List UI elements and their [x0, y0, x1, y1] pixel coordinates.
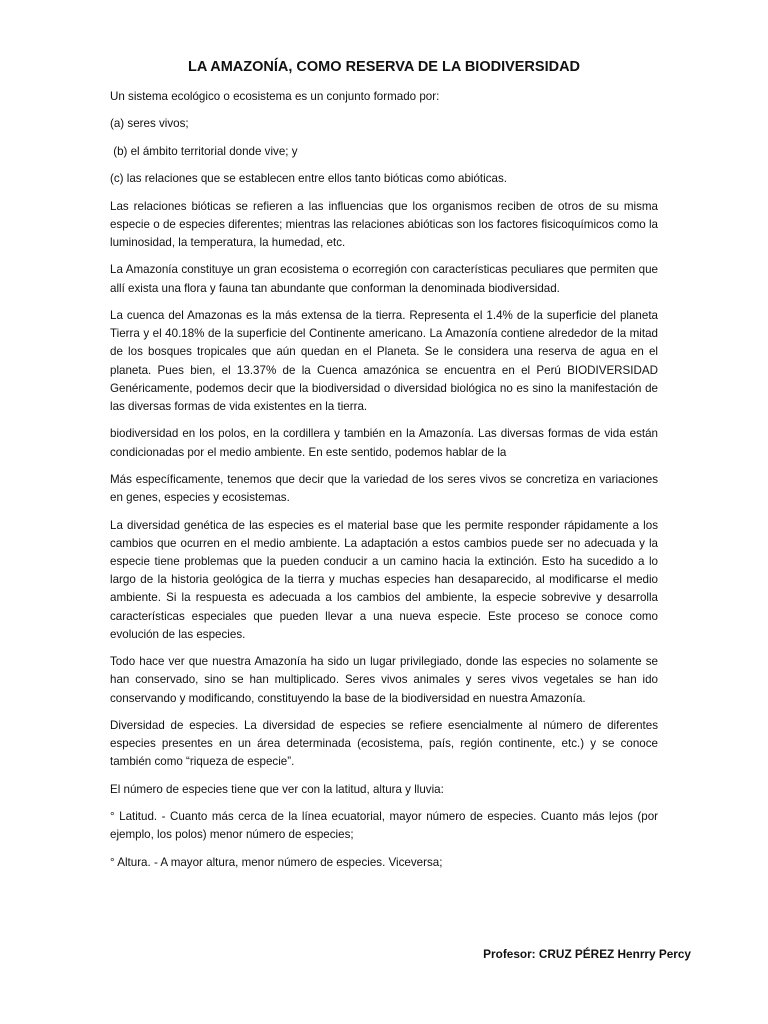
document-page [110, 58, 658, 881]
paragraph-numero-especies: El número de especies tiene que ver con la latitud, altura y lluvia: [110, 782, 444, 796]
document-title: LA AMAZONÍA, COMO RESERVA DE LA BIODIVERSIDAD [187, 59, 581, 75]
paragraph-diversidad-especies: Diversidad de especies. La diversidad de especies se refiere esencialmente al número de diferentes especies presentes en un área determinada (ecosistema, país, región continente, etc.) y se conoce también como “riqueza de especie”. [110, 718, 658, 769]
footer-author: Profesor: CRUZ PÉREZ Henrry Percy [483, 947, 691, 961]
list-item-c: (c) las relaciones que se establecen entre ellos tanto bióticas como abióticas. [110, 172, 507, 186]
list-item-a: (a) seres vivos; [110, 117, 189, 131]
paragraph-amazonia-privilegiado: Todo hace ver que nuestra Amazonía ha sido un lugar privilegiado, donde las especies no solamente se han conservado, sino se han multiplicado. Seres vivos animales y seres vivos vegetales se han ido conservando y modificando, constituyendo la base de la biodiversidad en nuestra Amazonía. [110, 655, 658, 705]
list-item-altura: ° Altura. - A mayor altura, menor número de especies. Viceversa; [110, 855, 443, 869]
paragraph-amazonia-ecosistema: La Amazonía constituye un gran ecosistema o ecorregión con características peculiares que permiten que allí exista una flora y fauna tan abundante que conforman la denominada biodiversidad. [110, 263, 658, 295]
paragraph-diversidad-genetica: La diversidad genética de las especies es el material base que les permite responder rápidamente a los cambios que ocurren en el medio ambiente. La adaptación a estos cambios puede ser no adecuada y la especie tiene problemas que la pueden conducir a un camino hacia la extinción. Esto ha sucedido a lo largo de la historia geológica de la tierra y muchas especies han desaparecido, al modificarse el medio ambiente. Si la respuesta es adecuada a los cambios del ambiente, la especie sobrevive y desarrolla características especiales que pueden llevar a una nueva especie. Este proceso se conoce como evolución de las especies. [110, 518, 658, 641]
paragraph-variedad: Más específicamente, tenemos que decir que la variedad de los seres vivos se concretiza en variaciones en genes, especies y ecosistemas. [110, 472, 658, 505]
list-item-b: (b) el ámbito territorial donde vive; y [110, 144, 298, 158]
paragraph-relaciones: Las relaciones bióticas se refieren a las influencias que los organismos reciben de otros de su misma especie o de especies diferentes; mientras las relaciones abióticas son los factores fisicoquímicos como la luminosidad, la temperatura, la humedad, etc. [110, 199, 658, 249]
paragraph-intro: Un sistema ecológico o ecosistema es un conjunto formado por: [110, 90, 440, 103]
paragraph-cuenca-amazonas: La cuenca del Amazonas es la más extensa de la tierra. Representa el 1.4% de la superficie del planeta Tierra y el 40.18% de la superficie del Continente americano. La Amazonía contiene alrededor de la mitad de los bosques tropicales que aún quedan en el Planeta. Se le considera una reserva de agua en el planeta. Pues bien, el 13.37% de la Cuenca amazónica se encuentra en el Perú BIODIVERSIDAD Genéricamente, podemos decir que la biodiversidad o diversidad biológica no es sino la manifestación de las diversas formas de vida existentes en la tierra. [110, 308, 658, 413]
list-item-latitud: ° Latitud. - Cuanto más cerca de la línea ecuatorial, mayor número de especies. Cuanto más lejos (por ejemplo, los polos) menor número de especies; [110, 810, 658, 842]
paragraph-biodiversidad-polos: biodiversidad en los polos, en la cordillera y también en la Amazonía. Las diversas formas de vida están condicionadas por el medio ambiente. En este sentido, podemos hablar de la [110, 427, 658, 459]
